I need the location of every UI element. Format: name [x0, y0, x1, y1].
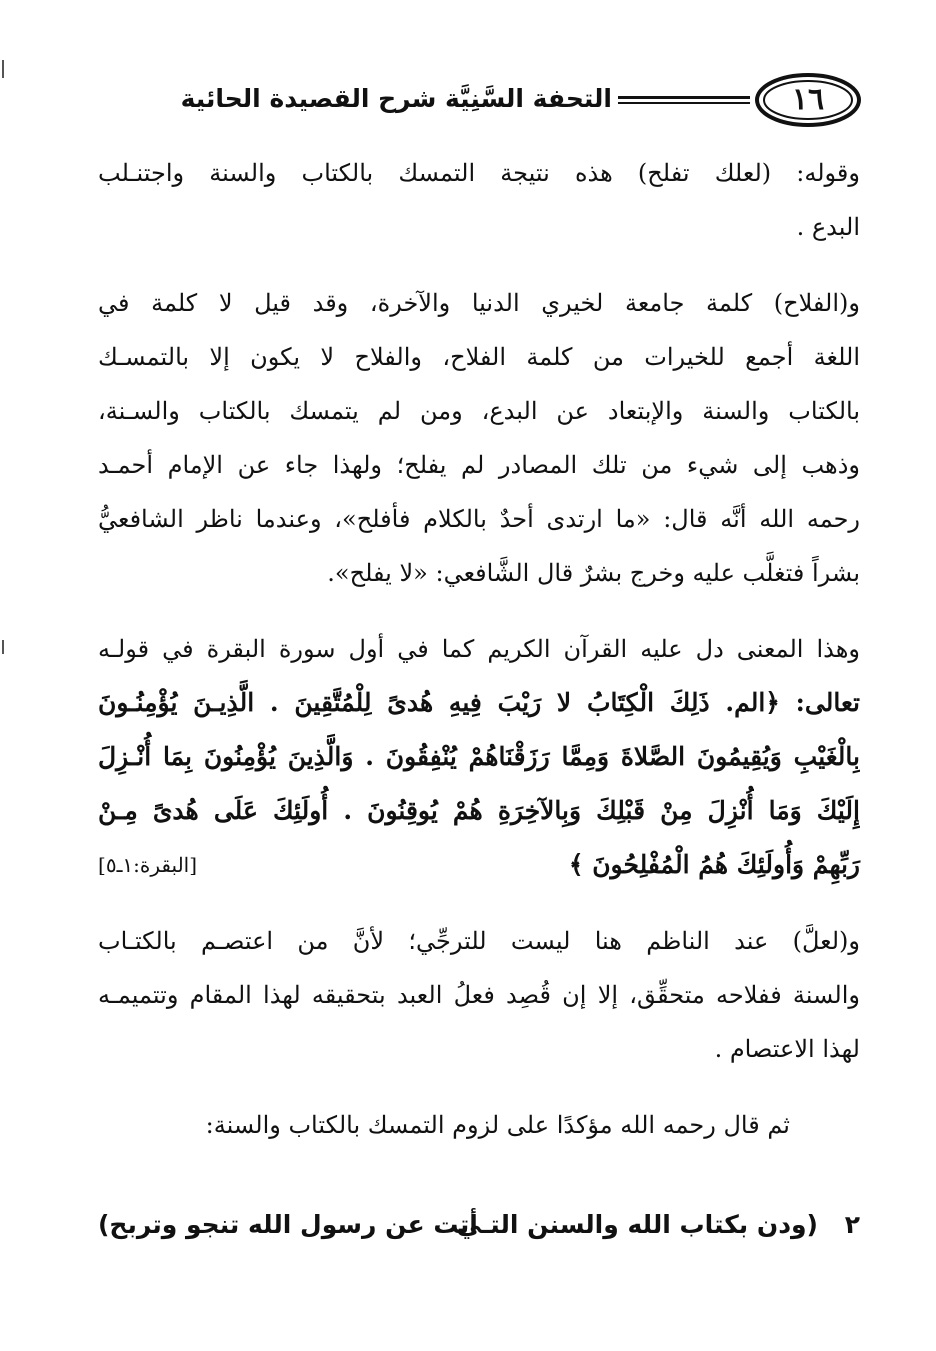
- paragraph-line: البدع .: [796, 213, 860, 241]
- paragraph-line: وقوله: (لعلك تفلح) هذه نتيجة التمسك بالكتاب والسنة واجتنـلب: [98, 159, 860, 187]
- page-number: ١٦: [791, 82, 825, 117]
- paragraph-line: اللغة أجمع للخيرات من كلمة الفلاح، والفلاح لا يكون إلا بالتمسـك: [98, 343, 860, 371]
- book-title: التحفة السَّنِيَّة شرح القصيدة الحائية: [180, 84, 612, 113]
- paragraph-line: بالكتاب والسنة والإبتعاد عن البدع، ومن لم يتمسك بالكتاب والسـنة،: [98, 397, 860, 425]
- poem-verse: [98, 1198, 860, 1252]
- quran-verse-line: تعالى: ﴿الم. ذَلِكَ الْكِتَابُ لا رَيْبَ فِيهِ هُدىً لِلْمُتَّقِينَ . الَّذِيـنَ يُؤْمِنُـونَ: [98, 688, 860, 717]
- paragraph-line: و(لعلَّ) عند الناظم هنا ليست للترجِّي؛ لأنَّ من اعتصـم بالكتـاب: [98, 927, 860, 955]
- paragraph-line: رحمه الله أنَّه قال: «ما ارتدى أحدٌ بالكلام فأفلح»، وعندما ناظر الشافعيُّ: [98, 505, 860, 533]
- quran-verse-end: رَبِّهِمْ وَأُولَئِكَ هُمُ الْمُفْلِحُونَ ﴾: [568, 850, 860, 879]
- poem-intro-line: ثم قال رحمه الله مؤكدًا على لزوم التمسك بالكتاب والسنة:: [205, 1111, 790, 1139]
- poem-second-hemistich: أتت عن رسول الله تنجو وتربح): [98, 1210, 478, 1239]
- page-header: [92, 72, 862, 134]
- verse-number: ٢: [844, 1210, 860, 1239]
- quran-verse-line: بِالْغَيْبِ وَيُقِيمُونَ الصَّلاةَ وَمِمَّا رَزَقْنَاهُمْ يُنْفِقُونَ . وَالَّذِينَ يُؤْمِنُونَ بِمَا أُنْـزِلَ: [98, 742, 860, 771]
- page-number-badge: [754, 72, 862, 128]
- poem-first-hemistich: (ودن بكتاب الله والسنن التـي: [456, 1210, 818, 1239]
- paragraph-line: لهذا الاعتصام .: [714, 1035, 860, 1063]
- paragraph-line: بشراً فتغلَّب عليه وخرج بشرٌ قال الشَّافعي: «لا يفلح».: [327, 559, 860, 587]
- verse-reference: [البقرة:١ـ٥]: [98, 853, 198, 877]
- page-body: [98, 146, 860, 1152]
- scan-edge-mark: [2, 60, 4, 78]
- paragraph-line: والسنة ففلاحه متحقِّق، إلا إن قُصِد فعلُ العبد بتحقيقه لهذا المقام وتتميمـه: [98, 981, 860, 1009]
- paragraph-line: وذهب إلى شيء من تلك المصادر لم يفلح؛ ولهذا جاء عن الإمام أحمـد: [98, 451, 860, 479]
- quran-verse-line: إِلَيْكَ وَمَا أُنْزِلَ مِنْ قَبْلِكَ وَبِالآخِرَةِ هُمْ يُوقِنُونَ . أُولَئِكَ عَلَى هُدىً مِـنْ: [98, 796, 860, 825]
- paragraph-line: و(الفلاح) كلمة جامعة لخيري الدنيا والآخرة، وقد قيل لا كلمة في: [98, 289, 860, 317]
- scan-edge-mark: [2, 640, 4, 654]
- paragraph-line: وهذا المعنى دل عليه القرآن الكريم كما في أول سورة البقرة في قولـه: [98, 635, 860, 663]
- quran-verse-last-line: [98, 838, 860, 892]
- header-rule: [618, 96, 750, 107]
